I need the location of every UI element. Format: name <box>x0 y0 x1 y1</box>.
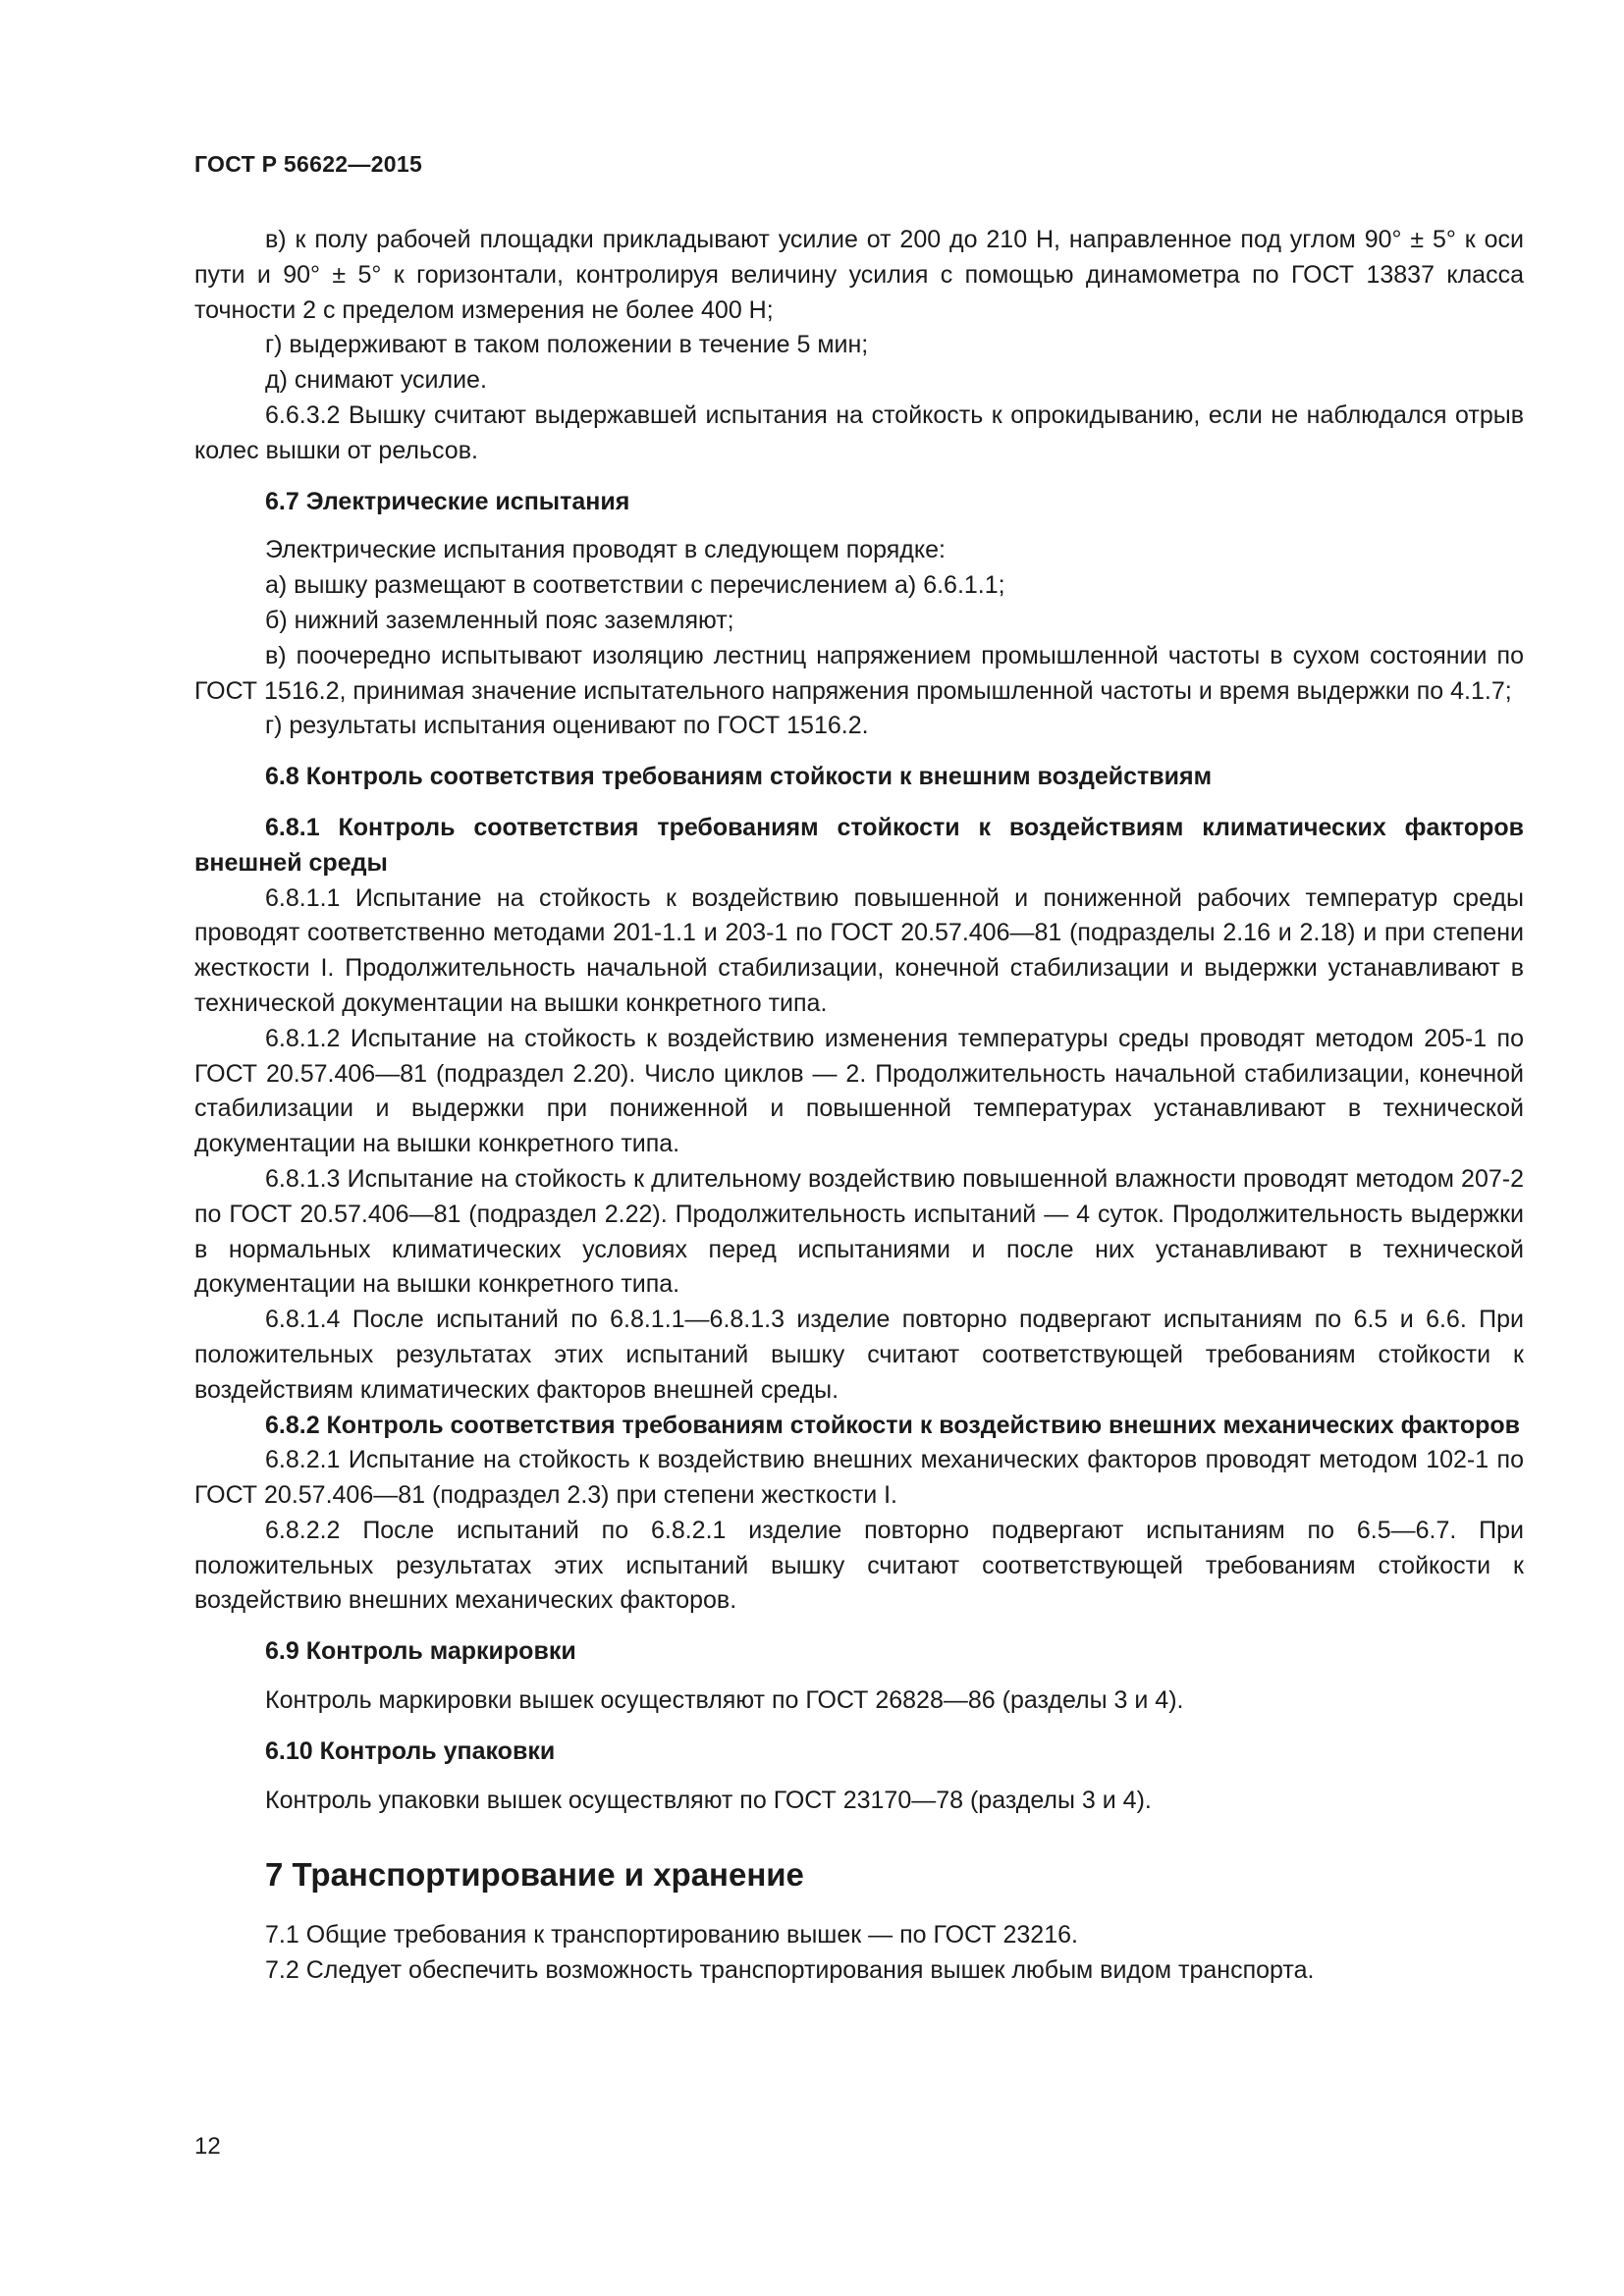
document-body <box>194 223 1524 1989</box>
clause-7-1: 7.1 Общие требования к транспортированию вышек — по ГОСТ 23216. <box>265 1921 1078 1949</box>
paragraph-6-10: Контроль упаковки вышек осуществляют по ГОСТ 23170—78 (разделы 3 и 4). <box>265 1786 1152 1814</box>
section-heading-7: 7 Транспортирование и хранение <box>265 1856 804 1894</box>
clause-6-8-1-1: 6.8.1.1 Испытание на стойкость к воздействию повышенной и пониженной рабочих температур среды проводят соответственно методами 201-1.1 и 203-1 по ГОСТ 20.57.406—81 (подразделы 2.16 и 2.18) и при степени жесткости I. Продолжительность начальной стабилизации, конечной стабилизации и выдержки устанавливают в технической документации на вышки конкретного типа. <box>194 883 1524 1017</box>
paragraph-6-7-intro: Электрические испытания проводят в следующем порядке: <box>265 536 946 564</box>
clause-6-8-2-2: 6.8.2.2 После испытаний по 6.8.2.1 изделие повторно подвергают испытаниям по 6.5—6.7. При положительных результатах этих испытаний вышку считают соответствующей требованиям стойкости к воздействию внешних механических факторов. <box>194 1516 1524 1615</box>
list-item-g: г) выдерживают в таком положении в течение 5 мин; <box>265 331 869 359</box>
list-item-d: д) снимают усилие. <box>265 366 487 395</box>
heading-6-7: 6.7 Электрические испытания <box>265 487 630 515</box>
clause-6-8-1-2: 6.8.1.2 Испытание на стойкость к воздействию изменения температуры среды проводят методом 205-1 по ГОСТ 20.57.406—81 (подраздел 2.20). Число циклов — 2. Продолжительность начальной стабилизации, конечной стабилизации и выдержки при пониженной и повышенной температурах устанавливают в технической документации на вышки конкретного типа. <box>194 1024 1524 1158</box>
clause-6-8-1-3: 6.8.1.3 Испытание на стойкость к длительному воздействию повышенной влажности проводят методом 207-2 по ГОСТ 20.57.406—81 (подраздел 2.22). Продолжительность испытаний — 4 суток. Продолжительность выдержки в нормальных климатических условиях перед испытаниями и после них устанавливают в технической документации на вышки конкретного типа. <box>194 1164 1524 1299</box>
list-item-g-2: г) результаты испытания оценивают по ГОСТ 1516.2. <box>265 712 869 740</box>
heading-6-10: 6.10 Контроль упаковки <box>265 1736 556 1765</box>
clause-6-6-3-2: 6.6.3.2 Вышку считают выдержавшей испытания на стойкость к опрокидыванию, если не наблюдался отрыв колес вышки от рельсов. <box>194 400 1524 464</box>
document-header: ГОСТ Р 56622—2015 <box>194 151 423 177</box>
page-number: 12 <box>194 2133 221 2160</box>
heading-6-9: 6.9 Контроль маркировки <box>265 1637 576 1666</box>
clause-7-2: 7.2 Следует обеспечить возможность транспортирования вышек любым видом транспорта. <box>265 1956 1315 1985</box>
clause-6-8-1-4: 6.8.1.4 После испытаний по 6.8.1.1—6.8.1.3 изделие повторно подвергают испытаниям по 6.5 и 6.6. При положительных результатах этих испытаний вышку считают соответствующей требованиям стойкости к воздействиям климатических факторов внешней среды. <box>194 1306 1524 1404</box>
heading-6-8-1: 6.8.1 Контроль соответствия требованиям стойкости к воздействиям климатических факторов внешней среды <box>194 813 1524 877</box>
list-item-a: а) вышку размещают в соответствии с перечислением а) 6.6.1.1; <box>265 571 1005 600</box>
clause-6-8-2-1: 6.8.2.1 Испытание на стойкость к воздействию внешних механических факторов проводят методом 102-1 по ГОСТ 20.57.406—81 (подраздел 2.3) при степени жесткости I. <box>194 1446 1524 1510</box>
list-item-v: в) к полу рабочей площадки прикладывают усилие от 200 до 210 Н, направленное под углом 90° ± 5° к оси пути и 90° ± 5° к горизонтали, контролируя величину усилия с помощью динамометра по ГОСТ 13837 класса точности 2 с пределом измерения не более 400 Н; <box>194 226 1524 324</box>
list-item-b: б) нижний заземленный пояс заземляют; <box>265 606 734 634</box>
paragraph-6-9: Контроль маркировки вышек осуществляют по ГОСТ 26828—86 (разделы 3 и 4). <box>265 1686 1184 1715</box>
heading-6-8-2: 6.8.2 Контроль соответствия требованиям стойкости к воздействию внешних механических факторов <box>265 1411 1521 1439</box>
list-item-v-2: в) поочередно испытывают изоляцию лестниц напряжением промышленной частоты в сухом состоянии по ГОСТ 1516.2, принимая значение испытательного напряжения промышленной частоты и время выдержки по 4.1.7; <box>194 641 1524 705</box>
heading-6-8: 6.8 Контроль соответствия требованиям стойкости к внешним воздействиям <box>265 763 1213 791</box>
